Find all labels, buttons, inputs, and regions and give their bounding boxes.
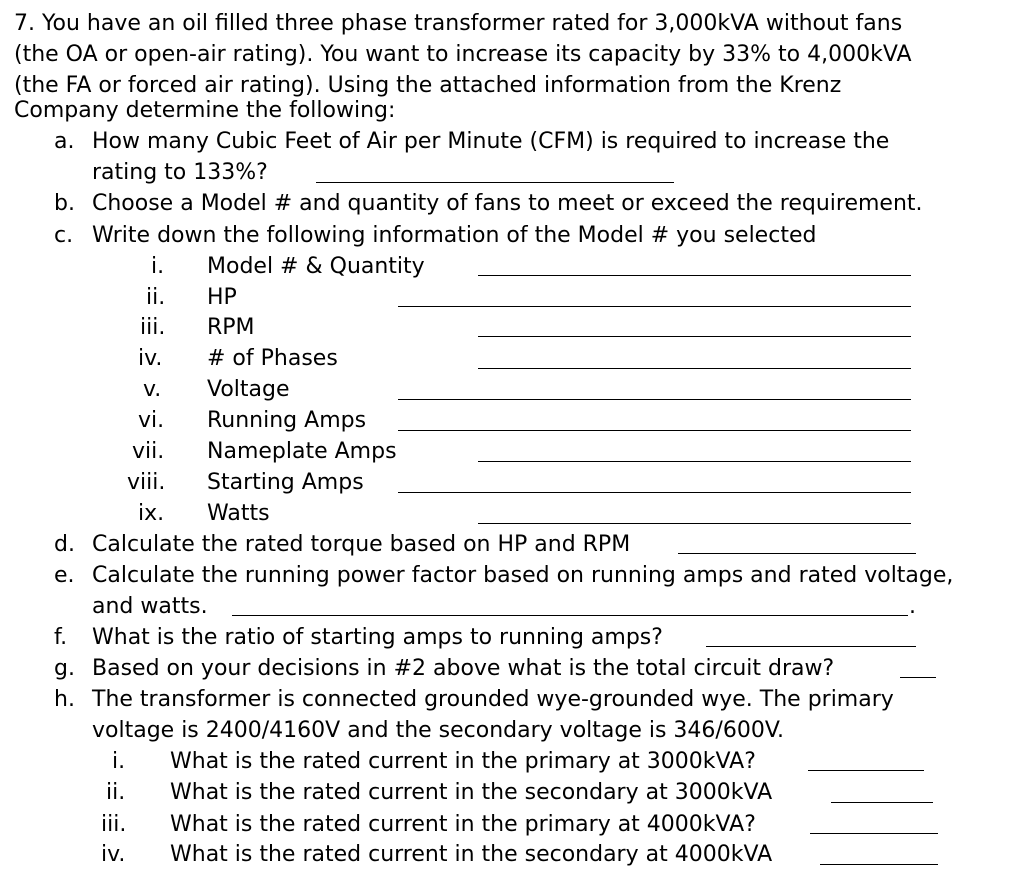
part-h-item-2-text: What is the rated current in the secondary at 3000kVA xyxy=(170,780,773,805)
part-c-item-7-blank[interactable] xyxy=(478,461,911,462)
part-e-end-mark: . xyxy=(909,594,916,619)
part-c-item-9-blank[interactable] xyxy=(478,523,911,524)
part-b-text: Choose a Model # and quantity of fans to meet or exceed the requirement. xyxy=(92,191,923,216)
part-b-letter: b. xyxy=(54,191,75,216)
part-c-item-1-label: Model # & Quantity xyxy=(207,254,425,279)
part-c-item-4-num: iv. xyxy=(138,346,163,371)
part-c-item-8-label: Starting Amps xyxy=(207,470,364,495)
part-g-text: Based on your decisions in #2 above what is the total circuit draw? xyxy=(92,656,835,681)
part-c-item-3-label: RPM xyxy=(207,315,255,340)
part-f-text: What is the ratio of starting amps to running amps? xyxy=(92,625,663,650)
part-c-item-6-num: vi. xyxy=(138,408,165,433)
part-a-text-line-1: How many Cubic Feet of Air per Minute (CFM) is required to increase the xyxy=(92,129,890,154)
part-h-text-line-2: voltage is 2400/4160V and the secondary voltage is 346/600V. xyxy=(92,718,785,743)
part-h-item-4-num: iv. xyxy=(101,842,126,867)
part-c-item-5-num: v. xyxy=(143,377,162,402)
part-c-item-2-blank[interactable] xyxy=(398,306,911,307)
part-e-letter: e. xyxy=(54,563,75,588)
question-line-2: (the OA or open-air rating). You want to increase its capacity by 33% to 4,000kVA xyxy=(14,42,912,67)
part-a-answer-blank[interactable] xyxy=(316,182,674,183)
part-h-item-3-num: iii. xyxy=(101,812,127,837)
part-c-letter: c. xyxy=(54,223,74,248)
part-h-item-1-num: i. xyxy=(112,749,126,774)
part-c-item-8-blank[interactable] xyxy=(398,492,911,493)
part-c-item-9-label: Watts xyxy=(207,501,270,526)
question-line-1: 7. You have an oil filled three phase transformer rated for 3,000kVA without fans xyxy=(14,11,903,36)
part-h-letter: h. xyxy=(54,687,75,712)
part-h-item-4-blank[interactable] xyxy=(820,864,938,865)
part-c-item-7-num: vii. xyxy=(132,439,165,464)
part-h-item-3-text: What is the rated current in the primary at 4000kVA? xyxy=(170,812,756,837)
part-e-text-line-2: and watts. xyxy=(92,594,208,619)
part-c-item-4-blank[interactable] xyxy=(478,368,911,369)
part-h-item-3-blank[interactable] xyxy=(810,833,938,834)
part-f-letter: f. xyxy=(54,625,68,650)
part-h-item-2-blank[interactable] xyxy=(831,802,933,803)
part-c-item-1-num: i. xyxy=(151,254,165,279)
part-c-item-1-blank[interactable] xyxy=(478,275,911,276)
question-line-4: Company determine the following: xyxy=(14,98,396,123)
part-a-letter: a. xyxy=(54,129,75,154)
part-d-text: Calculate the rated torque based on HP and RPM xyxy=(92,532,631,557)
part-h-item-1-text: What is the rated current in the primary at 3000kVA? xyxy=(170,749,756,774)
part-g-answer-blank[interactable] xyxy=(900,677,936,678)
part-c-item-6-blank[interactable] xyxy=(398,430,911,431)
part-c-item-8-num: viii. xyxy=(127,470,166,495)
part-h-item-2-num: ii. xyxy=(106,780,126,805)
part-c-item-5-blank[interactable] xyxy=(398,399,911,400)
part-g-letter: g. xyxy=(54,656,75,681)
part-a-text-line-2: rating to 133%? xyxy=(92,160,268,185)
part-c-item-7-label: Nameplate Amps xyxy=(207,439,397,464)
part-c-item-2-label: HP xyxy=(207,285,237,310)
part-c-item-6-label: Running Amps xyxy=(207,408,367,433)
part-e-answer-blank[interactable] xyxy=(232,615,908,616)
part-c-item-2-num: ii. xyxy=(146,285,166,310)
part-c-item-4-label: # of Phases xyxy=(207,346,338,371)
part-c-text: Write down the following information of the Model # you selected xyxy=(92,223,817,248)
part-d-answer-blank[interactable] xyxy=(678,553,916,554)
part-c-item-3-num: iii. xyxy=(140,315,166,340)
part-h-item-1-blank[interactable] xyxy=(808,770,924,771)
part-f-answer-blank[interactable] xyxy=(706,646,916,647)
question-line-3: (the FA or forced air rating). Using the attached information from the Krenz xyxy=(14,73,842,98)
part-c-item-9-num: ix. xyxy=(138,501,165,526)
part-h-text-line-1: The transformer is connected grounded wye-grounded wye. The primary xyxy=(92,687,894,712)
part-c-item-5-label: Voltage xyxy=(207,377,290,402)
part-d-letter: d. xyxy=(54,532,75,557)
part-e-text-line-1: Calculate the running power factor based on running amps and rated voltage, xyxy=(92,563,954,588)
part-h-item-4-text: What is the rated current in the secondary at 4000kVA xyxy=(170,842,773,867)
part-c-item-3-blank[interactable] xyxy=(478,336,911,337)
